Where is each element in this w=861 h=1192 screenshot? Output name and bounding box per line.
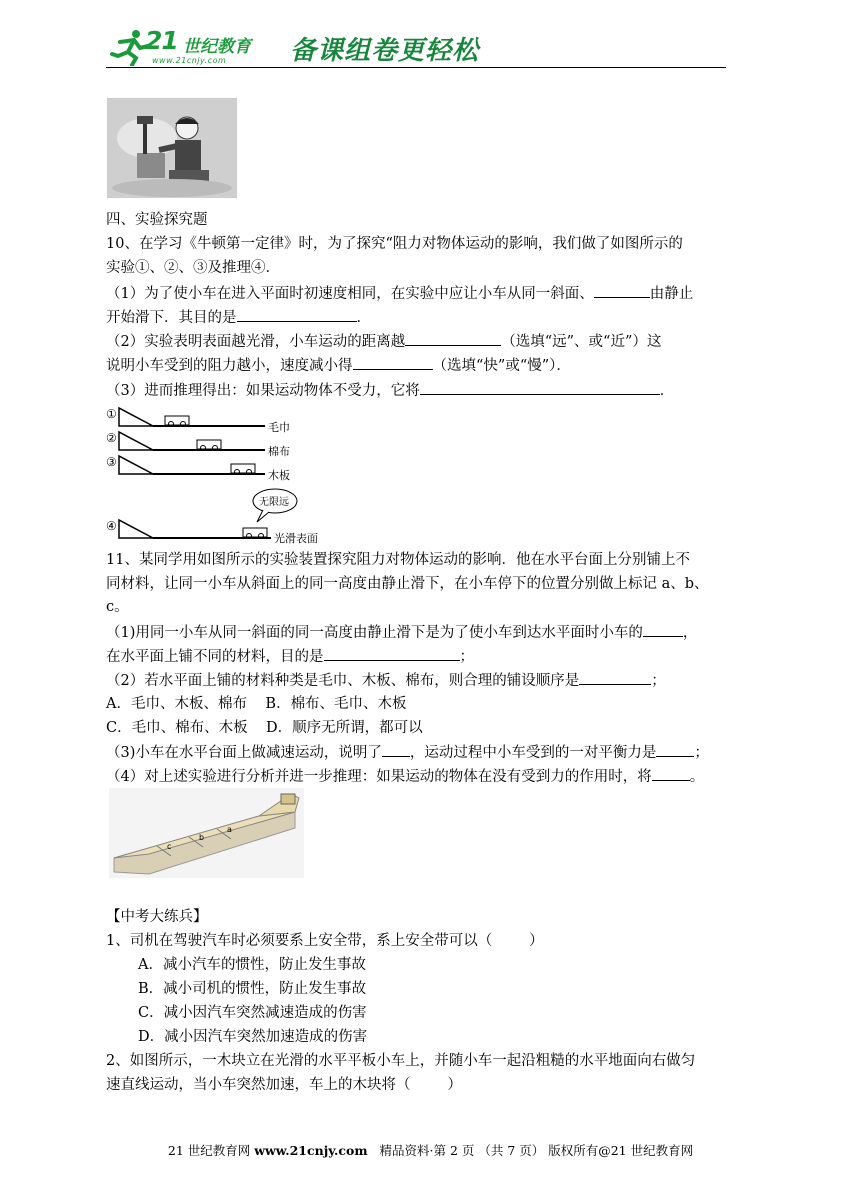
answer-blank[interactable] xyxy=(353,355,433,370)
practice-q2-line1: 2、如图所示，一木块立在光滑的水平平板小车上，并随小车一起沿粗糙的水平地面向右做匀 xyxy=(106,1053,696,1069)
logo-number: 21 xyxy=(145,26,178,55)
q10-part2-cont: 说明小车受到的阻力越小，速度减小得 （选填“快”或“慢”）． xyxy=(106,355,571,376)
q10-part1: （1）为了使小车在进入平面时初速度相同，在实验中应让小车从同一斜面、 由静止 xyxy=(106,283,693,304)
q11-options-cd: C．毛巾、棉布、木板 D．顺序无所谓，都可以 xyxy=(106,720,423,736)
answer-blank[interactable] xyxy=(594,283,650,298)
answer-blank[interactable] xyxy=(324,646,460,661)
footer-url[interactable]: www.21cnjy.com xyxy=(254,1143,368,1158)
q10-part1-cont: 开始滑下．其目的是 ． xyxy=(106,307,371,328)
q11-stem-line1: 11、某同学用如图所示的实验装置探究阻力对物体运动的影响．他在水平台面上分别铺上不 xyxy=(106,552,690,568)
row-number: ② xyxy=(106,431,117,445)
mark-label: a xyxy=(227,825,232,834)
surface-label: 毛巾 xyxy=(268,421,290,434)
q1-option: D．减小因汽车突然加速造成的伤害 xyxy=(138,1029,368,1045)
q11-part1-cont: 在水平面上铺不同的材料，目的是 ； xyxy=(106,646,474,667)
q10-stem-line1: 10、在学习《牛顿第一定律》时，为了探究“阻力对物体运动的影响，我们做了如图所示的 xyxy=(106,236,683,252)
header-divider xyxy=(106,67,726,68)
q10-part3: （3）进而推理得出：如果运动物体不受力，它将 ． xyxy=(106,380,674,401)
logo-text: 世纪教育 xyxy=(183,37,251,57)
practice-q2-line2: 速直线运动，当小车突然加速，车上的木块将（ ） xyxy=(106,1077,462,1093)
row-number: ④ xyxy=(106,519,117,533)
header-slogan: 备课组卷更轻松 xyxy=(290,36,480,66)
page-footer: 21 世纪教育网 www.21cnjy.com 精品资料·第 2 页 （共 7 页） 版权所有@21 世纪教育网 xyxy=(167,1143,694,1158)
answer-blank[interactable] xyxy=(652,766,690,781)
surface-label: 光滑表面 xyxy=(274,532,318,544)
answer-blank[interactable] xyxy=(405,331,501,346)
incline-experiment-figure xyxy=(105,402,345,544)
q1-option: A．减小汽车的惯性，防止发生事故 xyxy=(138,957,366,973)
answer-blank[interactable] xyxy=(382,742,410,757)
q10-stem-line2: 实验①、②、③及推理④． xyxy=(106,260,280,276)
answer-blank[interactable] xyxy=(420,380,660,395)
q11-part2: （2）若水平面上铺的材料种类是毛巾、木板、棉布，则合理的铺设顺序是 ； xyxy=(106,670,666,691)
row-number: ① xyxy=(106,407,117,421)
mark-label: c xyxy=(167,842,172,851)
q11-stem-line3: c。 xyxy=(106,599,129,615)
q11-options-ab: A．毛巾、木板、棉布 B．棉布、毛巾、木板 xyxy=(106,696,407,712)
practice-q1: 1、司机在驾驶汽车时必须要系上安全带，系上安全带可以（ ） xyxy=(106,933,544,949)
ramp-apparatus-photo xyxy=(109,788,304,878)
q1-option: B．减小司机的惯性，防止发生事故 xyxy=(138,981,367,997)
practice-title: 【中考大练兵】 xyxy=(106,909,208,925)
answer-blank[interactable] xyxy=(643,622,683,637)
surface-label: 木板 xyxy=(268,469,290,482)
mark-label: b xyxy=(199,833,205,842)
boy-hammering-photo xyxy=(107,98,237,198)
q1-option: C．减小因汽车突然减速造成的伤害 xyxy=(138,1005,367,1021)
bubble-label: 无限远 xyxy=(259,497,289,508)
runner-logo-icon xyxy=(110,28,150,66)
surface-label: 棉布 xyxy=(268,445,290,458)
logo-url: www.21cnjy.com xyxy=(152,56,227,65)
q11-part4: （4）对上述实验进行分析并进一步推理：如果运动的物体在没有受到力的作用时，将 。 xyxy=(106,766,704,787)
q11-part1: （1)用同一小车从同一斜面的同一高度由静止滑下是为了使小车到达水平面时小车的 ， xyxy=(106,622,697,643)
answer-blank[interactable] xyxy=(656,742,694,757)
q11-stem-line2: 同材料，让同一小车从斜面上的同一高度由静止滑下，在小车停下的位置分别做上标记 a、b、 xyxy=(106,576,709,592)
q11-part3: （3)小车在水平台面上做减速运动，说明了 ，运动过程中小车受到的一对平衡力是 ； xyxy=(106,742,709,763)
row-number: ③ xyxy=(106,455,117,469)
answer-blank[interactable] xyxy=(579,670,651,685)
section-title: 四、实验探究题 xyxy=(106,212,208,228)
answer-blank[interactable] xyxy=(237,307,357,322)
q10-part2: （2）实验表明表面越光滑，小车运动的距离越 （选填“远”、或“近”）这 xyxy=(106,331,661,352)
